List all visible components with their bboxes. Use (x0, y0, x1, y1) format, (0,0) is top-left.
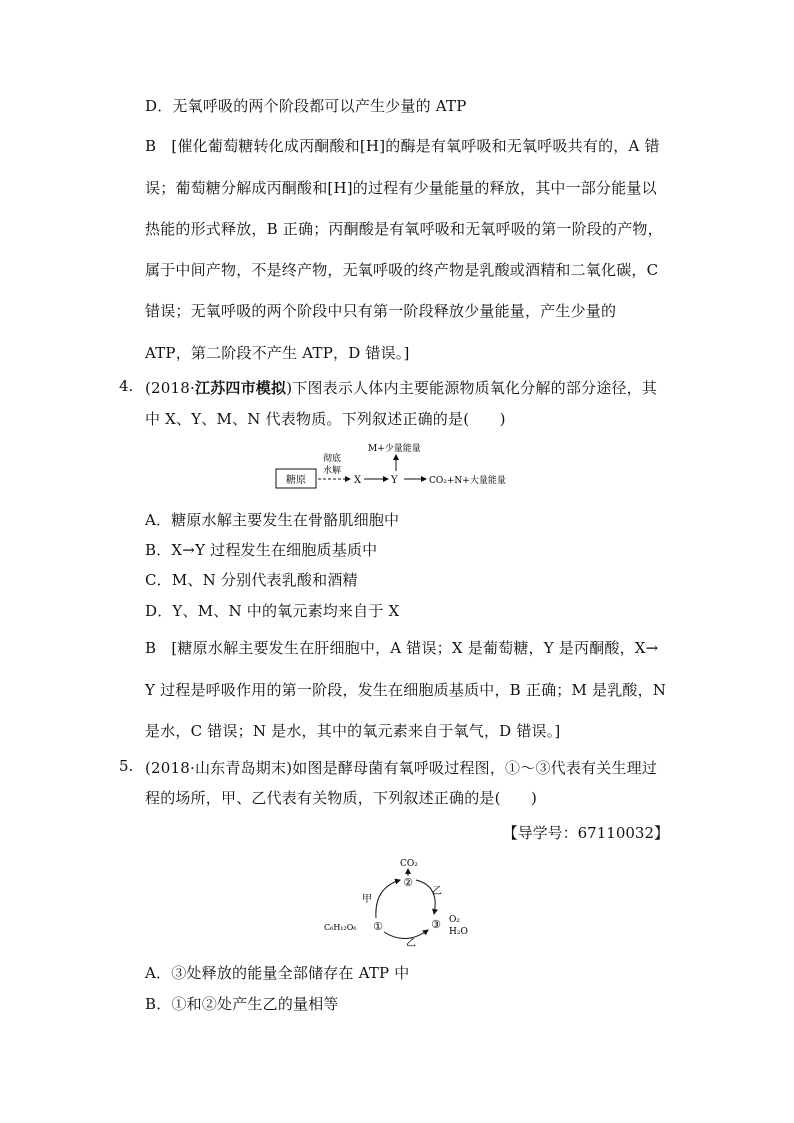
aerobic-respiration-diagram (322, 852, 482, 948)
prev-option-d: D．无氧呼吸的两个阶段都可以产生少量的 ATP (145, 97, 467, 115)
process-label-top: 彻底 (322, 454, 342, 464)
source-name: 江苏四市模拟 (195, 379, 287, 397)
source-prefix: (2018· (145, 379, 195, 397)
site-1: ① (373, 920, 383, 933)
site-2: ② (403, 876, 413, 889)
jia-label: 甲 (362, 894, 372, 905)
yi-top-label: 乙 (432, 886, 442, 897)
yi-bottom-label: 乙 (406, 938, 416, 948)
question-stem-line2: 中 X、Y、M、N 代表物质。下列叙述正确的是( ) (145, 410, 506, 428)
option: B．X→Y 过程发生在细胞质基质中 (145, 541, 378, 559)
prev-answer-line: 错误；无氧呼吸的两个阶段中只有第一阶段释放少量能量，产生少量的 (145, 302, 617, 320)
prev-answer-line: 属于中间产物，不是终产物，无氧呼吸的终产物是乳酸或酒精和二氧化碳，C (145, 261, 659, 279)
right-product-label: CO₂+N+大量能量 (429, 476, 506, 486)
stem-text: )下图表示人体内主要能源物质氧化分解的部分途径，其 (286, 379, 658, 397)
prev-answer-line: 热能的形式释放，B 正确；丙酮酸是有氧呼吸和无氧呼吸的第一阶段的产物， (145, 220, 663, 238)
prev-answer-line: ATP，第二阶段不产生 ATP，D 错误。] (145, 344, 410, 362)
prev-answer-line: 误；葡萄糖分解成丙酮酸和[H]的过程有少量能量的释放，其中一部分能量以 (145, 179, 657, 197)
site-3: ③ (431, 918, 441, 931)
cycle-arc-1-to-2 (376, 880, 400, 918)
question-number: 5. (119, 757, 134, 775)
reference-number: 【导学号：67110032】 (502, 824, 669, 842)
option: A．糖原水解主要发生在骨骼肌细胞中 (145, 511, 400, 529)
x-label: X (354, 475, 362, 486)
glycogen-label: 糖原 (286, 475, 306, 486)
answer-line: Y 过程是呼吸作用的第一阶段，发生在细胞质基质中，B 正确；M 是乳酸，N (145, 681, 667, 699)
glycogen-pathway-diagram (268, 438, 528, 496)
prev-answer-line: B [催化葡萄糖转化成丙酮酸和[H]的酶是有氧呼吸和无氧呼吸共有的，A 错 (145, 137, 660, 155)
up-product-label: M+少量能量 (368, 444, 421, 454)
answer-line: B [糖原水解主要发生在肝细胞中，A 错误；X 是葡萄糖，Y 是丙酮酸，X→ (145, 639, 659, 657)
option: D．Y、M、N 中的氧元素均来自于 X (145, 602, 400, 620)
glucose-label: C₆H₁₂O₆ (324, 923, 357, 932)
answer-line: 是水，C 错误；N 是水，其中的氧元素来自于氧气，D 错误。] (145, 722, 561, 740)
question-stem (145, 377, 657, 398)
option: C．M、N 分别代表乳酸和酒精 (145, 571, 358, 589)
option: B．①和②处产生乙的量相等 (145, 995, 339, 1013)
process-label-bottom: 水解 (322, 466, 342, 476)
o2-label: O₂ (449, 915, 460, 925)
option: A．③处释放的能量全部储存在 ATP 中 (145, 964, 410, 982)
h2o-label: H₂O (449, 927, 468, 937)
question-stem: (2018·山东青岛期末)如图是酵母菌有氧呼吸过程图，①～③代表有关生理过 (145, 759, 658, 777)
question-stem-line2: 程的场所，甲、乙代表有关物质，下列叙述正确的是( ) (145, 789, 538, 807)
co2-label: CO₂ (400, 859, 418, 869)
question-number: 4. (119, 377, 134, 395)
y-label: Y (391, 475, 398, 486)
